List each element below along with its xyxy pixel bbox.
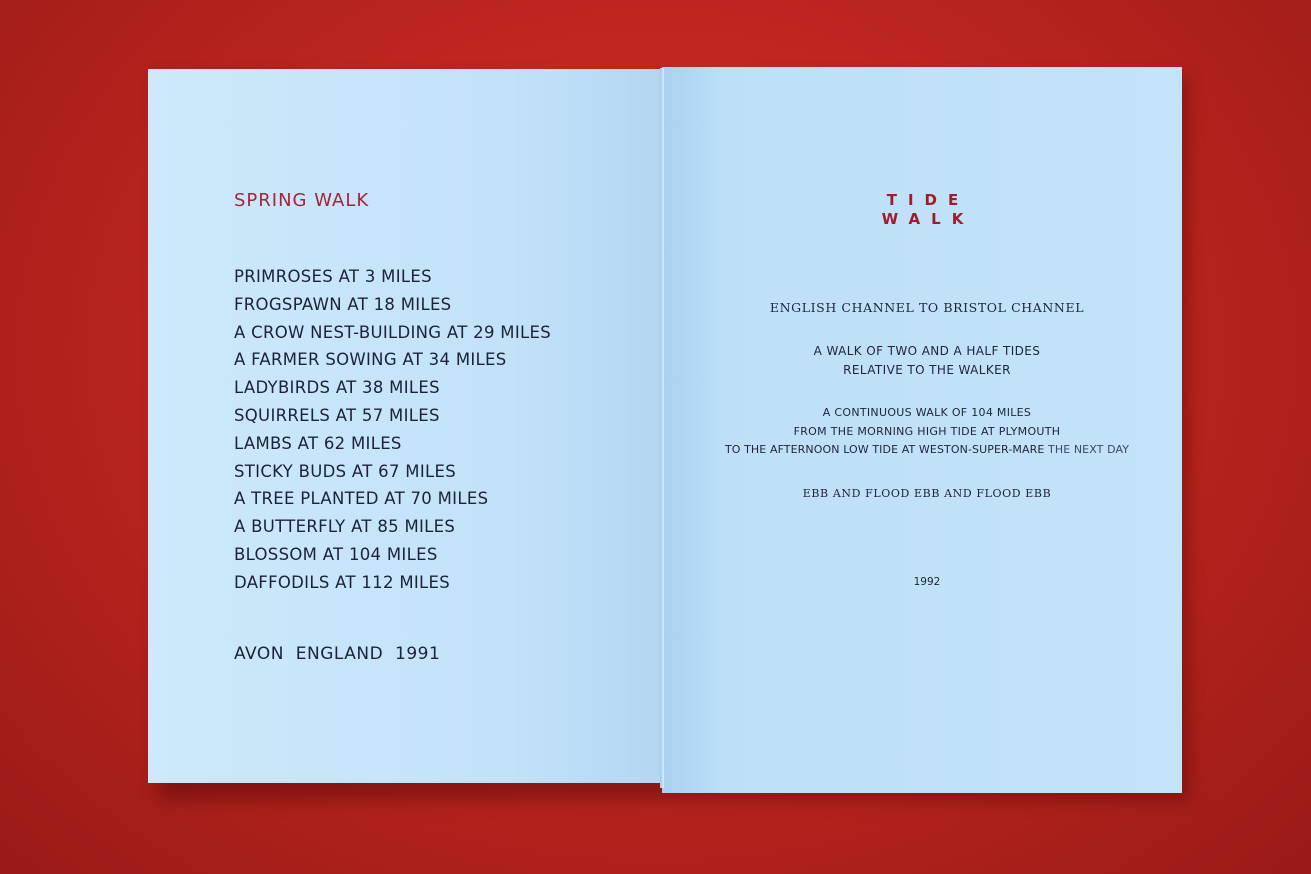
- list-item: LADYBIRDS AT 38 MILES: [234, 378, 440, 398]
- place-and-year: AVON ENGLAND 1991: [234, 644, 441, 664]
- sighting-list: [234, 263, 551, 597]
- list-item: FROGSPAWN AT 18 MILES: [234, 294, 452, 314]
- list-item: A BUTTERFLY AT 85 MILES: [234, 517, 456, 537]
- spring-walk-title: SPRING WALK: [234, 190, 370, 211]
- continuous-walk-line3: [662, 443, 1192, 456]
- list-item: DAFFODILS AT 112 MILES: [234, 572, 451, 592]
- right-page-year: 1992: [913, 576, 941, 588]
- list-item: LAMBS AT 62 MILES: [234, 433, 402, 453]
- list-item: A CROW NEST-BUILDING AT 29 MILES: [234, 322, 552, 342]
- tide-walk-title-line1: TIDE: [886, 191, 970, 209]
- list-item: PRIMROSES AT 3 MILES: [234, 267, 432, 286]
- continuous-walk-line1: A CONTINUOUS WALK OF 104 MILES: [822, 406, 1032, 419]
- list-item: STICKY BUDS AT 67 MILES: [234, 461, 456, 481]
- tide-walk-title-line2: WALK: [881, 210, 975, 228]
- continuous-walk-line2: FROM THE MORNING HIGH TIDE AT PLYMOUTH: [793, 425, 1061, 438]
- list-item: A FARMER SOWING AT 34 MILES: [234, 350, 507, 370]
- channel-subtitle: ENGLISH CHANNEL TO BRISTOL CHANNEL: [769, 300, 1085, 315]
- list-item: SQUIRRELS AT 57 MILES: [234, 405, 440, 425]
- ebb-flood-line: EBB AND FLOOD EBB AND FLOOD EBB: [802, 487, 1052, 500]
- walk-description-line1: A WALK OF TWO AND A HALF TIDES: [813, 344, 1041, 358]
- continuous-walk-line3-tail: THE NEXT DAY: [1044, 443, 1130, 456]
- continuous-walk-line3-main: TO THE AFTERNOON LOW TIDE AT WESTON-SUPER-MARE: [724, 443, 1045, 456]
- list-item: BLOSSOM AT 104 MILES: [234, 544, 438, 564]
- walk-description-line2: RELATIVE TO THE WALKER: [843, 363, 1011, 377]
- list-item: A TREE PLANTED AT 70 MILES: [234, 489, 489, 509]
